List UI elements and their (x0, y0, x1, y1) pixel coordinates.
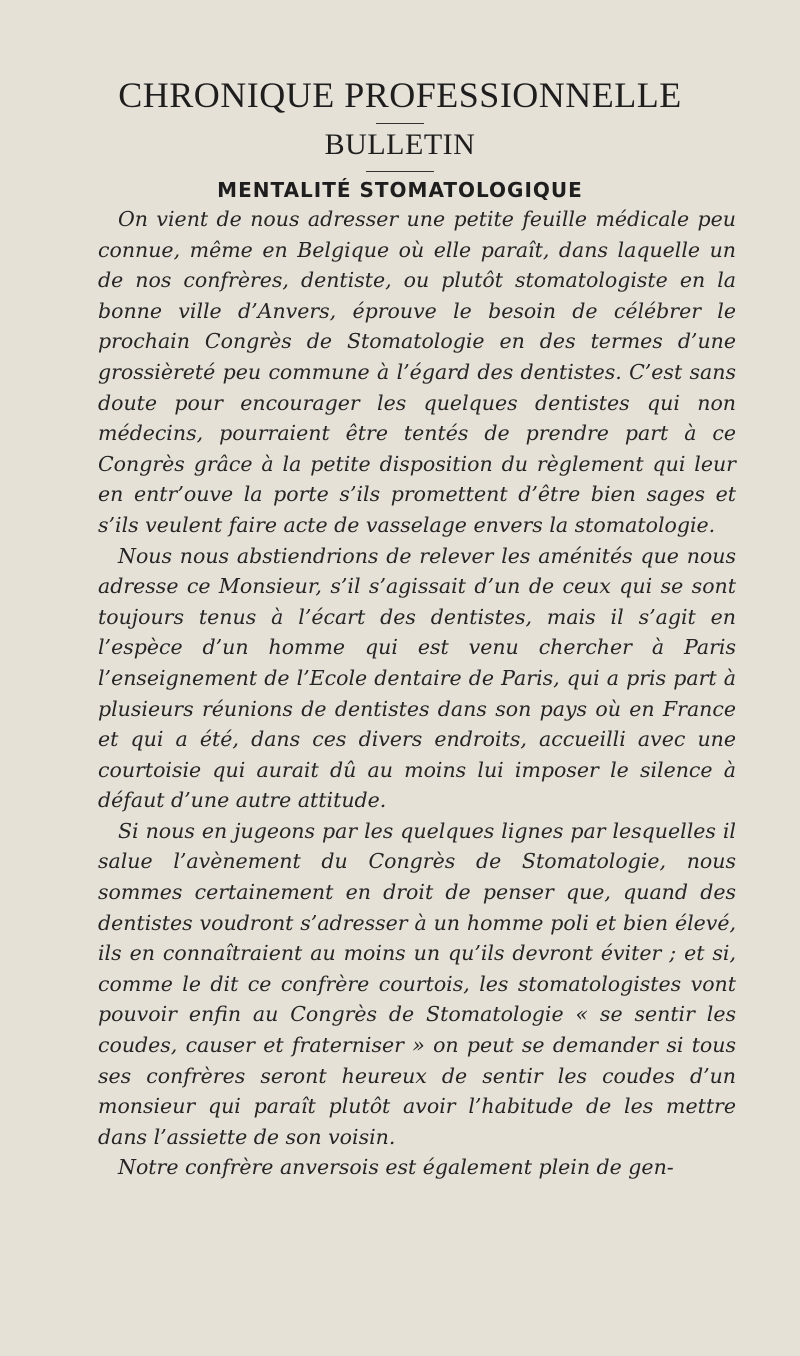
article-title: MENTALITÉ STOMATOLOGIQUE (217, 178, 583, 202)
paragraph-3: Si nous en jugeons par les quelques lignes par lesquelles il salue l’avènement du Congrès de Stomatologie, nous sommes certainement en droit de penser que, quand des dentistes voudront s’adresser à un homme poli et bien élevé, ils en connaîtraient au moins un qu’ils devront éviter ; et si, comme le dit ce confrère courtois, les stomatologistes vont pouvoir enfin au Congrès de Stomatologie « se sentir les coudes, causer et fraterniser » on peut se demander si tous ses confrères seront heureux de sentir les coudes d’un monsieur qui paraît plutôt avoir l’habitude de les mettre dans l’assiette de son voisin. (98, 818, 736, 1149)
paragraph-2: Nous nous abstiendrions de relever les aménités que nous adresse ce Monsieur, s’il s’agissait d’un de ceux qui se sont toujours tenus à l’écart des dentistes, mais il s’agit en l’espèce d’un homme qui est venu chercher à Paris l’enseignement de l’Ecole dentaire de Paris, qui a pris part à plusieurs réunions de dentistes dans son pays où en France et qui a été, dans ces divers endroits, accueilli avec une courtoisie qui aurait dû au moins lui imposer le silence à défaut d’une autre attitude. (98, 543, 736, 813)
heading-rule-top (376, 123, 424, 124)
paragraph-1: On vient de nous adresser une petite feuille médicale peu connue, même en Belgique où elle paraît, dans laquelle un de nos confrères, dentiste, ou plutôt stomatologiste en la bonne ville d’Anvers, éprouve le besoin de célébrer le prochain Congrès de Stomatologie en des termes d’une grossièreté peu commune à l’égard des dentistes. C’est sans doute pour encourager les quelques dentistes qui non médecins, pourraient être tentés de prendre part à ce Congrès grâce à la petite disposition du règlement qui leur en entr’ouve la porte s’ils promettent d’être bien sages et s’ils veulent faire acte de vasselage envers la stomatologie. (98, 207, 736, 537)
chronicle-heading: CHRONIQUE PROFESSIONNELLE (118, 75, 682, 115)
bulletin-heading: BULLETIN (324, 128, 476, 161)
article-body (98, 204, 736, 1183)
heading-rule-bottom (366, 171, 434, 172)
paragraph-4: Notre confrère anversois est également plein de gen- (118, 1155, 674, 1180)
